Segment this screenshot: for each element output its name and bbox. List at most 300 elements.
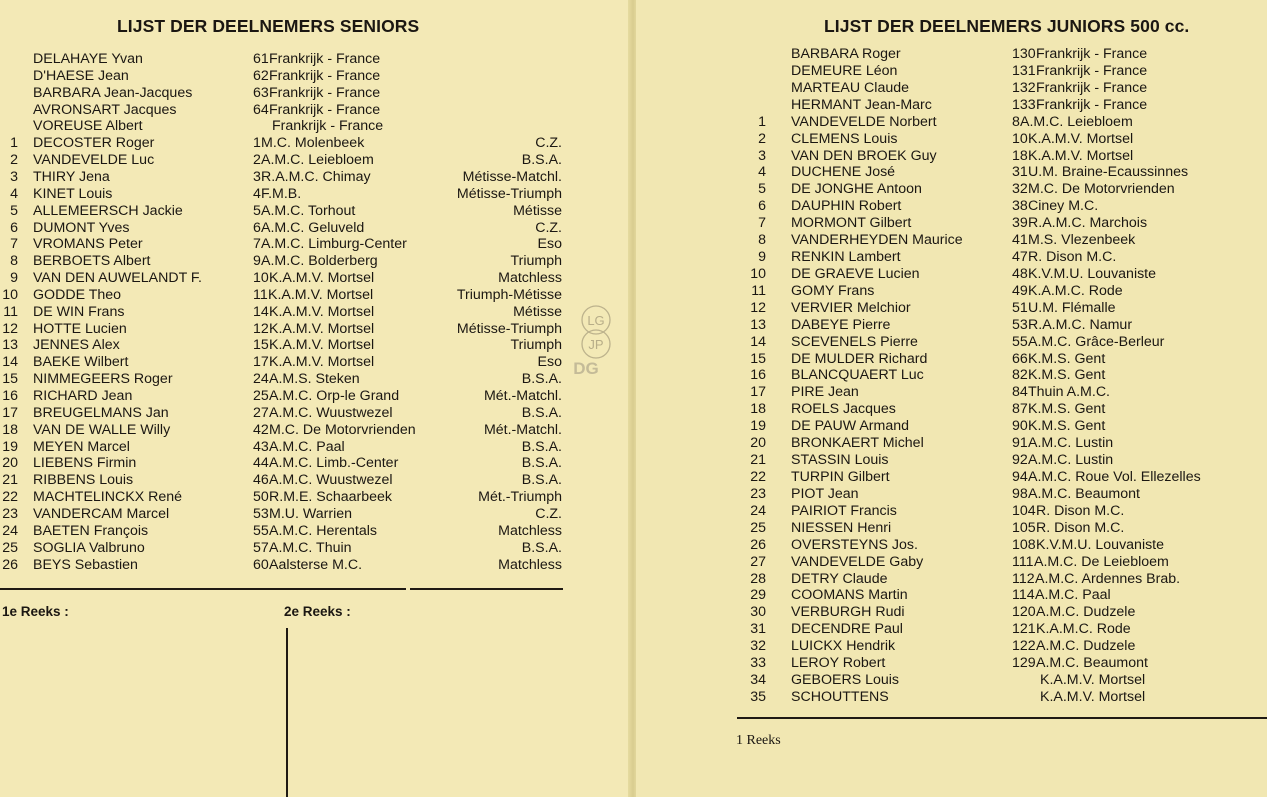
start-number: 42	[253, 421, 269, 438]
junior-row	[636, 80, 1266, 97]
junior-row	[636, 571, 1266, 588]
rider-name: MACHTELINCKX René	[33, 489, 183, 506]
senior-row	[0, 489, 630, 506]
motorcycle-make: C.Z.	[535, 135, 562, 152]
motorcycle-make: Métisse	[513, 202, 562, 219]
entry-number: 7	[758, 215, 766, 232]
rider-name: BLANCQUAERT Luc	[791, 367, 924, 384]
club-name: K.M.S. Gent	[1028, 418, 1106, 435]
junior-row	[636, 587, 1266, 604]
rider-name: ALLEMEERSCH Jackie	[33, 202, 183, 219]
rider-name: DECENDRE Paul	[791, 621, 903, 638]
juniors-title: LIJST DER DEELNEMERS JUNIORS 500 cc.	[824, 16, 1190, 36]
rider-name: GOMY Frans	[791, 282, 875, 299]
junior-row	[636, 689, 1266, 706]
junior-row	[636, 181, 1266, 198]
club-name: A.M.C. Ardennes Brab.	[1035, 570, 1181, 587]
rider-name: MEYEN Marcel	[33, 438, 130, 455]
club-name: K.A.M.V. Mortsel	[1028, 147, 1134, 164]
entry-number: 3	[758, 147, 766, 164]
entry-number: 34	[750, 672, 766, 689]
start-number: 108	[1012, 536, 1036, 553]
senior-row	[0, 455, 630, 472]
motorcycle-make: Métisse-Matchl.	[462, 168, 562, 185]
entry-number: 14	[750, 333, 766, 350]
rider-name: BARBARA Jean-Jacques	[33, 84, 193, 101]
junior-row	[636, 249, 1266, 266]
junior-row	[636, 401, 1266, 418]
rider-name: VANDERHEYDEN Maurice	[791, 232, 963, 249]
motorcycle-make: Métisse-Triumph	[456, 185, 562, 202]
senior-row	[0, 337, 630, 354]
club-name: M.S. Vlezenbeek	[1028, 232, 1136, 249]
club-name: M.C. Molenbeek	[261, 135, 365, 152]
start-number: 46	[253, 472, 269, 489]
entry-number: 32	[750, 638, 766, 655]
rider-name: DAUPHIN Robert	[791, 198, 902, 215]
junior-row	[636, 131, 1266, 148]
entry-number: 8	[758, 232, 766, 249]
junior-row	[636, 621, 1266, 638]
start-number: 10	[1012, 130, 1028, 147]
junior-row	[636, 638, 1266, 655]
entry-number: 21	[750, 452, 766, 469]
club-name: A.M.C. Bolderberg	[261, 253, 378, 270]
start-number: 82	[1012, 367, 1028, 384]
club-name: K.M.S. Gent	[1028, 367, 1106, 384]
rider-name: DE WIN Frans	[33, 303, 125, 320]
club-stamp	[558, 300, 628, 380]
junior-row	[636, 469, 1266, 486]
rider-name: VOREUSE Albert	[33, 118, 143, 135]
start-number: 57	[253, 539, 269, 556]
senior-row	[0, 557, 630, 574]
club-name: A.M.C. Paal	[1035, 587, 1111, 604]
entry-number: 26	[750, 536, 766, 553]
rider-name: VANDERCAM Marcel	[33, 505, 170, 522]
junior-row	[636, 317, 1266, 334]
rider-name: NIESSEN Henri	[791, 519, 892, 536]
rider-name: LEROY Robert	[791, 655, 886, 672]
junior-row	[636, 300, 1266, 317]
junior-row	[636, 46, 1266, 63]
rider-name: OVERSTEYNS Jos.	[791, 536, 918, 553]
rider-name: BARBARA Roger	[791, 46, 901, 62]
entry-number: 11	[751, 282, 766, 299]
junior-row	[636, 367, 1266, 384]
rider-name: MARTEAU Claude	[791, 79, 910, 96]
rider-name: DABEYE Pierre	[791, 316, 891, 333]
start-number: 104	[1012, 502, 1036, 519]
senior-row	[0, 506, 630, 523]
senior-row	[0, 68, 630, 85]
entry-number: 9	[10, 270, 18, 287]
rider-name: DETRY Claude	[791, 570, 888, 587]
start-number: 31	[1012, 164, 1028, 181]
motorcycle-make: C.Z.	[535, 505, 562, 522]
start-number: 11	[253, 286, 268, 303]
motorcycle-make: Mét.-Matchl.	[483, 421, 562, 438]
start-number: 12	[253, 320, 269, 337]
entry-number: 1	[10, 135, 18, 152]
entry-number: 20	[750, 435, 766, 452]
entry-number: 11	[3, 303, 18, 320]
club-name: K.A.M.C. Rode	[1028, 282, 1123, 299]
start-number: 62	[253, 67, 269, 84]
club-name: Frankrijk - France	[1036, 79, 1148, 96]
rider-name: JENNES Alex	[33, 337, 120, 354]
motorcycle-make: Matchless	[498, 270, 562, 287]
junior-row	[636, 232, 1266, 249]
rider-name: BERBOETS Albert	[33, 253, 151, 270]
motorcycle-make: Mét.-Matchl.	[483, 388, 562, 404]
junior-row	[636, 114, 1266, 131]
senior-row	[0, 152, 630, 169]
start-number: 50	[253, 489, 269, 506]
entry-number: 22	[2, 489, 18, 506]
entry-number: 5	[758, 181, 766, 198]
senior-row	[0, 135, 630, 152]
start-number: 5	[253, 202, 261, 219]
start-number: 41	[1012, 232, 1028, 249]
club-name: A.M.C. Herentals	[269, 522, 378, 539]
rider-name: DE JONGHE Antoon	[791, 181, 922, 198]
senior-row	[0, 220, 630, 237]
junior-row	[636, 604, 1266, 621]
junior-row	[636, 63, 1266, 80]
senior-row	[0, 253, 630, 270]
club-name: A.M.C. Grâce-Berleur	[1028, 333, 1165, 350]
rider-name: STASSIN Louis	[791, 452, 889, 469]
entry-number: 16	[750, 367, 766, 384]
rider-name: PAIRIOT Francis	[791, 502, 897, 519]
rider-name: DUMONT Yves	[33, 219, 130, 236]
start-number: 130	[1012, 46, 1036, 62]
entry-number: 14	[2, 354, 18, 371]
entry-number: 19	[2, 438, 18, 455]
start-number: 66	[1012, 350, 1028, 367]
senior-row	[0, 169, 630, 186]
start-number: 133	[1012, 96, 1036, 113]
club-name: A.M.C. Dudzele	[1036, 638, 1136, 655]
entry-number: 6	[758, 198, 766, 215]
seniors-divider-right	[410, 588, 563, 590]
start-number: 14	[253, 303, 269, 320]
rider-name: DEMEURE Léon	[791, 62, 898, 79]
start-number: 55	[253, 522, 269, 539]
senior-row	[0, 540, 630, 557]
junior-row	[636, 283, 1266, 300]
club-name: Thuin A.M.C.	[1028, 384, 1111, 401]
senior-row	[0, 236, 630, 253]
start-number: 53	[253, 505, 269, 522]
entry-number: 9	[758, 249, 766, 266]
reeks-column-divider	[286, 628, 288, 797]
start-number: 25	[253, 388, 269, 404]
club-name: A.M.C. Limb.-Center	[269, 455, 399, 472]
start-number: 61	[253, 51, 269, 67]
senior-row	[0, 422, 630, 439]
junior-row	[636, 435, 1266, 452]
rider-name: PIOT Jean	[791, 485, 859, 502]
entry-number: 8	[10, 253, 18, 270]
senior-row	[0, 85, 630, 102]
rider-name: VAN DE WALLE Willy	[33, 421, 171, 438]
club-name: Frankrijk - France	[269, 67, 381, 84]
start-number: 8	[1012, 113, 1020, 130]
start-number: 91	[1012, 435, 1028, 452]
junior-row	[636, 334, 1266, 351]
entry-number: 23	[2, 505, 18, 522]
rider-name: DE PAUW Armand	[791, 418, 909, 435]
entry-number: 24	[2, 522, 18, 539]
rider-name: BEYS Sebastien	[33, 556, 138, 573]
entry-number: 6	[10, 219, 18, 236]
junior-row	[636, 384, 1266, 401]
club-name: M.U. Warrien	[269, 505, 353, 522]
rider-name: D'HAESE Jean	[33, 67, 129, 84]
rider-name: SCHOUTTENS	[791, 688, 889, 705]
rider-name: MORMONT Gilbert	[791, 215, 912, 232]
start-number: 10	[253, 270, 269, 287]
motorcycle-make: B.S.A.	[521, 539, 562, 556]
rider-name: VANDEVELDE Luc	[33, 152, 155, 169]
junior-row	[636, 520, 1266, 537]
club-name: Frankrijk - France	[1036, 62, 1148, 79]
junior-row	[636, 266, 1266, 283]
junior-row	[636, 655, 1266, 672]
start-number: 1	[253, 135, 261, 152]
senior-row	[0, 405, 630, 422]
rider-name: DECOSTER Roger	[33, 135, 155, 152]
club-name: A.M.C. Geluveld	[261, 219, 365, 236]
rider-name: PIRE Jean	[791, 384, 859, 401]
club-name: K.A.M.V. Mortsel	[269, 337, 375, 354]
start-number: 43	[253, 438, 269, 455]
rider-name: VAN DEN BROEK Guy	[791, 147, 937, 164]
rider-name: DE GRAEVE Lucien	[791, 265, 920, 282]
start-number: 60	[253, 556, 269, 573]
entry-number: 2	[10, 152, 18, 169]
reeks-1-label: 1e Reeks :	[2, 604, 69, 619]
entry-number: 15	[2, 371, 18, 388]
club-name: Frankrijk - France	[269, 101, 381, 118]
entry-number: 18	[2, 421, 18, 438]
rider-name: KINET Louis	[33, 185, 113, 202]
start-number: 7	[253, 236, 261, 253]
club-name: K.M.S. Gent	[1028, 401, 1106, 418]
stamp-text-1: LG	[587, 313, 605, 328]
start-number: 131	[1012, 62, 1036, 79]
club-name: A.M.C. Leiebloem	[261, 152, 374, 169]
start-number: 132	[1012, 79, 1036, 96]
club-name: F.M.B.	[261, 185, 302, 202]
rider-name: TURPIN Gilbert	[791, 469, 890, 485]
start-number: 24	[253, 371, 269, 388]
club-name: K.V.M.U. Louvaniste	[1036, 536, 1165, 553]
junior-row	[636, 148, 1266, 165]
motorcycle-make: Triumph	[510, 253, 562, 270]
junior-row	[636, 351, 1266, 368]
start-number: 39	[1012, 215, 1028, 232]
motorcycle-make: B.S.A.	[521, 371, 562, 388]
club-name: A.M.C. Paal	[269, 438, 345, 455]
club-name: A.M.C. Wuustwezel	[269, 472, 393, 489]
start-number: 18	[1012, 147, 1028, 164]
junior-row	[636, 97, 1266, 114]
start-number: 111	[1012, 553, 1034, 570]
motorcycle-make: Métisse-Triumph	[456, 320, 562, 337]
entry-number: 2	[758, 130, 766, 147]
entry-number: 13	[750, 316, 766, 333]
senior-row	[0, 51, 630, 68]
club-name: R.A.M.C. Marchois	[1028, 215, 1148, 232]
club-name: R.M.E. Schaarbeek	[269, 489, 393, 506]
club-name: K.A.M.V. Mortsel	[269, 270, 375, 287]
senior-row	[0, 203, 630, 220]
club-name: K.A.M.V. Mortsel	[269, 303, 375, 320]
club-name: M.C. De Motorvrienden	[269, 421, 416, 438]
club-name: R. Dison M.C.	[1036, 502, 1125, 519]
rider-name: LUICKX Hendrik	[791, 638, 896, 655]
start-number: 63	[253, 84, 269, 101]
club-name: Frankrijk - France	[269, 51, 381, 67]
motorcycle-make: B.S.A.	[521, 438, 562, 455]
club-name: K.V.M.U. Louvaniste	[1028, 265, 1157, 282]
start-number: 114	[1012, 587, 1035, 604]
club-name: Aalsterse M.C.	[269, 556, 363, 573]
club-name: A.M.C. Lustin	[1028, 435, 1114, 452]
club-name: K.A.M.V. Mortsel	[268, 286, 374, 303]
start-number: 90	[1012, 418, 1028, 435]
club-name: A.M.C. Beaumont	[1036, 655, 1148, 672]
club-name: K.A.M.V. Mortsel	[269, 320, 375, 337]
club-name: R. Dison M.C.	[1028, 249, 1117, 266]
club-name: A.M.C. Roue Vol. Ellezelles	[1028, 469, 1201, 485]
rider-name: HERMANT Jean-Marc	[791, 96, 932, 113]
senior-row	[0, 472, 630, 489]
club-name: Frankrijk - France	[1036, 46, 1148, 62]
senior-row	[0, 523, 630, 540]
seniors-divider-left	[0, 588, 406, 590]
club-name: A.M.C. Thuin	[269, 539, 352, 556]
rider-name: GODDE Theo	[33, 286, 122, 303]
start-number: 64	[253, 101, 269, 118]
entry-number: 16	[2, 388, 18, 404]
left-page	[0, 0, 630, 797]
rider-name: RENKIN Lambert	[791, 249, 901, 266]
start-number: 92	[1012, 452, 1028, 469]
entry-number: 10	[750, 265, 766, 282]
entry-number: 5	[10, 202, 18, 219]
start-number: 55	[1012, 333, 1028, 350]
junior-row	[636, 537, 1266, 554]
senior-row	[0, 321, 630, 338]
rider-name: NIMMEGEERS Roger	[33, 371, 173, 388]
junior-row	[636, 554, 1266, 571]
start-number: 122	[1012, 638, 1036, 655]
entry-number: 20	[2, 455, 18, 472]
rider-name: RIBBENS Louis	[33, 472, 134, 489]
rider-name: COOMANS Martin	[791, 587, 908, 604]
start-number: 105	[1012, 519, 1036, 536]
junior-row	[636, 198, 1266, 215]
motorcycle-make: Métisse	[513, 303, 562, 320]
motorcycle-make: Mét.-Triumph	[478, 489, 562, 506]
start-number: 47	[1012, 249, 1028, 266]
rider-name: THIRY Jena	[33, 168, 110, 185]
entry-number: 29	[750, 587, 766, 604]
right-page	[636, 0, 1267, 797]
start-number: 98	[1012, 485, 1028, 502]
club-name: U.M. Flémalle	[1028, 299, 1116, 316]
senior-row	[0, 371, 630, 388]
entry-number: 7	[10, 236, 18, 253]
club-name: A.M.C. Torhout	[261, 202, 356, 219]
entry-number: 25	[750, 519, 766, 536]
start-number: 112	[1012, 570, 1035, 587]
entry-number: 25	[2, 539, 18, 556]
club-name: A.M.C. Limburg-Center	[261, 236, 407, 253]
start-number: 32	[1012, 181, 1028, 198]
motorcycle-make: Matchless	[498, 522, 562, 539]
club-name: A.M.S. Steken	[269, 371, 360, 388]
start-number: 121	[1012, 621, 1036, 638]
start-number: 44	[253, 455, 269, 472]
motorcycle-make: B.S.A.	[521, 152, 562, 169]
club-name: U.M. Braine-Ecaussinnes	[1028, 164, 1189, 181]
rider-name: VANDEVELDE Gaby	[791, 553, 924, 570]
start-number: 53	[1012, 316, 1028, 333]
rider-name: VAN DEN AUWELANDT F.	[33, 270, 202, 287]
motorcycle-make: Triumph	[510, 337, 562, 354]
start-number: 27	[253, 404, 269, 421]
motorcycle-make: Triumph-Métisse	[456, 286, 562, 303]
rider-name: DUCHENE José	[791, 164, 896, 181]
entry-number: 28	[750, 570, 766, 587]
junior-row	[636, 418, 1266, 435]
motorcycle-make: Eso	[537, 354, 562, 371]
rider-name: SOGLIA Valbruno	[33, 539, 145, 556]
start-number: 84	[1012, 384, 1028, 401]
start-number: 38	[1012, 198, 1028, 215]
senior-row	[0, 388, 630, 405]
rider-name: LIEBENS Firmin	[33, 455, 137, 472]
start-number: 15	[253, 337, 269, 354]
club-name: K.A.M.V. Mortsel	[269, 354, 375, 371]
entry-number: 27	[750, 553, 766, 570]
motorcycle-make: C.Z.	[535, 219, 562, 236]
entry-number: 19	[750, 418, 766, 435]
rider-name: SCEVENELS Pierre	[791, 333, 918, 350]
juniors-divider	[737, 717, 1267, 719]
rider-name: VANDEVELDE Norbert	[791, 113, 937, 130]
club-name: A.M.C. Lustin	[1028, 452, 1114, 469]
start-number: 6	[253, 219, 261, 236]
senior-row	[0, 287, 630, 304]
club-name: Ciney M.C.	[1028, 198, 1099, 215]
rider-name: DE MULDER Richard	[791, 350, 928, 367]
junior-row	[636, 486, 1266, 503]
rider-name: CLEMENS Louis	[791, 130, 898, 147]
senior-row	[0, 270, 630, 287]
rider-name: BAETEN François	[33, 522, 149, 539]
rider-name: RICHARD Jean	[33, 388, 133, 404]
entry-number: 31	[750, 621, 766, 638]
junior-row	[636, 672, 1266, 689]
motorcycle-make: B.S.A.	[521, 455, 562, 472]
start-number: 51	[1012, 299, 1028, 316]
